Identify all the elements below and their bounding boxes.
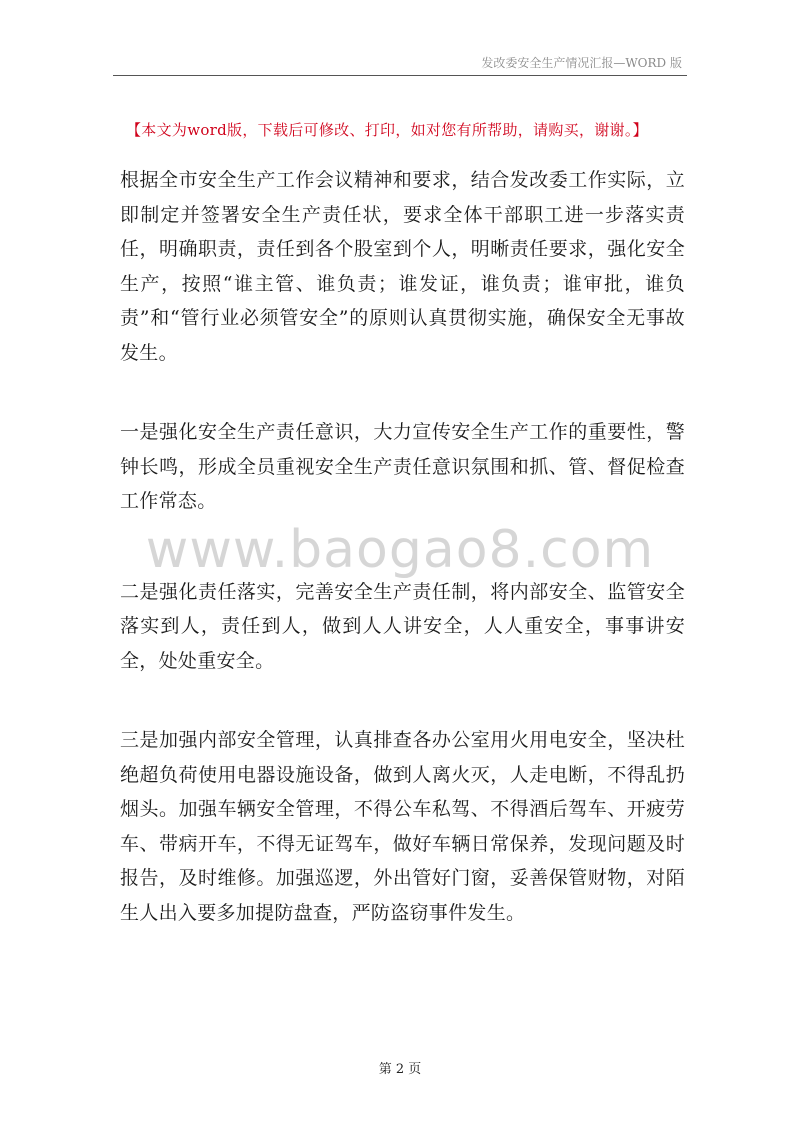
running-header: 发改委安全生产情况汇报—WORD 版: [481, 56, 682, 70]
header-rule: [113, 75, 687, 76]
paragraph-intro: 根据全市安全生产工作会议精神和要求，结合发改委工作实际，立即制定并签署安全生产责任状，要求全体干部职工进一步落实责任，明确职责，责任到各个股室到个人，明晰责任要求，强化安全生产，按照“谁主管、谁负责；谁发证，谁负责；谁审批，谁负责”和“管行业必须管安全”的原则认真贯彻实施，确保安全无事故发生。: [120, 169, 685, 364]
paragraph-point-2: 二是强化责任落实，完善安全生产责任制，将内部安全、监管安全落实到人，责任到人，做到人人讲安全，人人重安全，事事讲安全，处处重安全。: [120, 580, 685, 672]
page-number: 第 2 页: [378, 1062, 422, 1077]
paragraph-point-3: 三是加强内部安全管理，认真排查各办公室用火用电安全，坚决杜绝超负荷使用电器设施设备，做到人离火灭，人走电断，不得乱扔烟头。加强车辆安全管理，不得公车私驾、不得酒后驾车、开疲劳车、带病开车，不得无证驾车，做好车辆日常保养，发现问题及时报告，及时维修。加强巡逻，外出管好门窗，妥善保管财物，对陌生人出入要多加提防盘查，严防盗窃事件发生。: [120, 729, 685, 924]
download-notice: 【本文为word版，下载后可修改、打印，如对您有所帮助，请购买，谢谢。】: [126, 121, 648, 139]
watermark: www.baogao8.com: [145, 520, 655, 580]
document-body: [120, 163, 685, 930]
paragraph-point-1: 一是强化安全生产责任意识，大力宣传安全生产工作的重要性，警钟长鸣，形成全员重视安全生产责任意识氛围和抓、管、督促检查工作常态。: [120, 421, 685, 512]
